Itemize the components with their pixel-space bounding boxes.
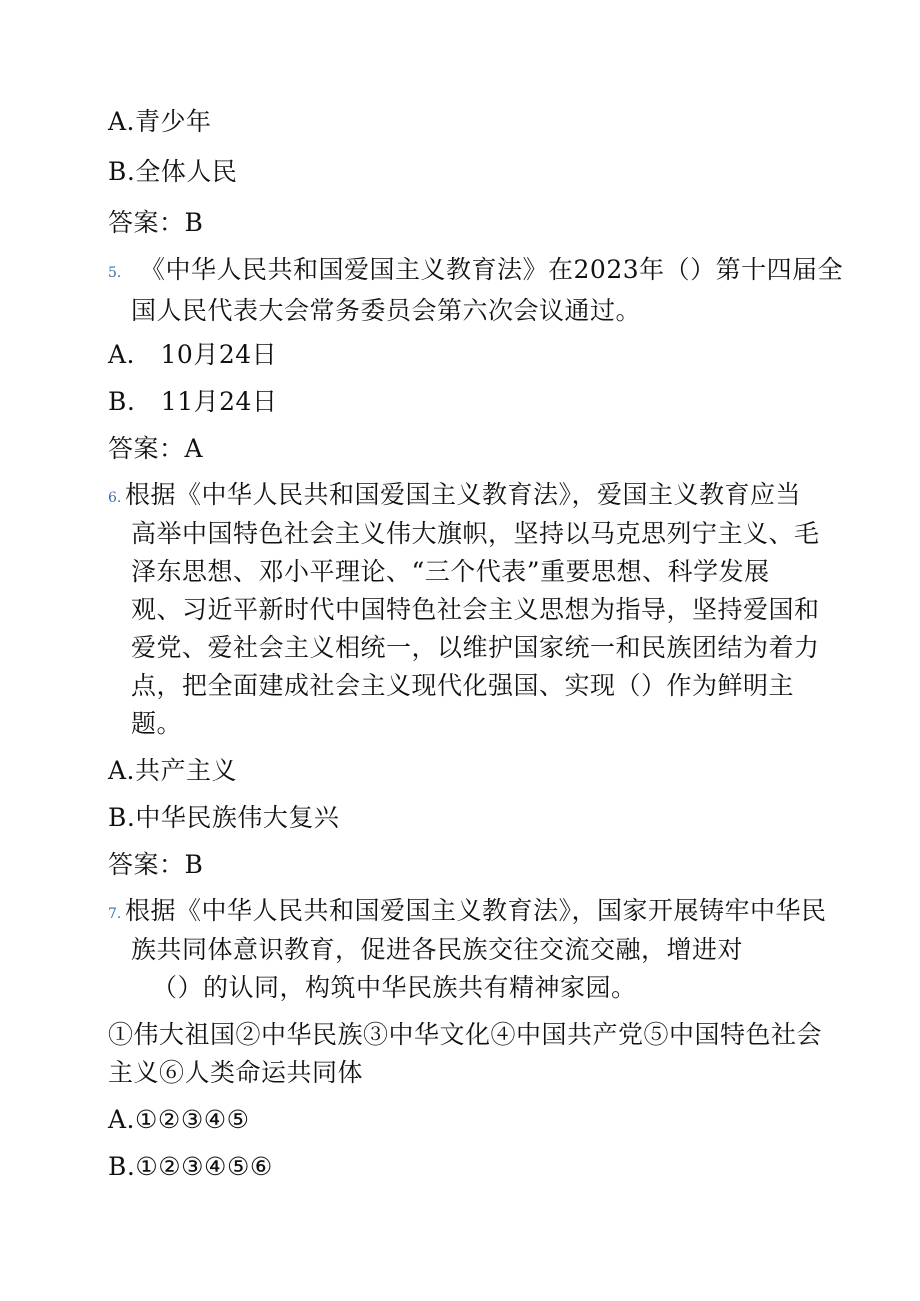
q7-number: 7. xyxy=(108,906,122,922)
q5-option-b: B. 11月24日 xyxy=(108,387,278,416)
q7-text-line1: 根据《中华人民共和国爱国主义教育法》，国家开展铸牢中华民 xyxy=(125,896,827,925)
q6-number: 6. xyxy=(108,490,122,506)
q4-answer: 答案：B xyxy=(108,208,204,237)
q7-text-line2: 族共同体意识教育，促进各民族交往交流交融，增进对 xyxy=(131,935,744,964)
q6-text-line6: 点，把全面建成社会主义现代化强国、实现（）作为鲜明主 xyxy=(131,671,795,700)
q7-choices-line1: ①伟大祖国②中华民族③中华文化④中国共产党⑤中国特色社会 xyxy=(108,1020,823,1049)
q5-text-line2: 国人民代表大会常务委员会第六次会议通过。 xyxy=(131,296,642,325)
q4-option-b: B.全体人民 xyxy=(108,157,238,186)
q6-text-line3: 泽东思想、邓小平理论、“三个代表”重要思想、科学发展 xyxy=(131,557,770,586)
q5-answer: 答案：A xyxy=(108,434,204,463)
q6-text-line7: 题。 xyxy=(131,709,183,738)
q6-text-line1: 根据《中华人民共和国爱国主义教育法》，爱国主义教育应当 xyxy=(125,480,802,509)
q5-text-line1: 《中华人民共和国爱国主义教育法》在2023年（）第十四届全 xyxy=(140,255,844,284)
q6-text-line4: 观、习近平新时代中国特色社会主义思想为指导，坚持爱国和 xyxy=(131,595,820,624)
q7-choices-line2: 主义⑥人类命运共同体 xyxy=(108,1058,364,1087)
q6-option-b: B.中华民族伟大复兴 xyxy=(108,803,340,832)
q4-option-a: A.青少年 xyxy=(108,107,212,136)
q6-option-a: A.共产主义 xyxy=(108,756,238,785)
q7-option-b: B.①②③④⑤⑥ xyxy=(108,1152,273,1181)
q6-text-line2: 高举中国特色社会主义伟大旗帜，坚持以马克思列宁主义、毛 xyxy=(131,519,820,548)
q5-option-a: A. 10月24日 xyxy=(108,340,278,369)
q5-number: 5． xyxy=(108,265,131,281)
q7-option-a: A.①②③④⑤ xyxy=(108,1105,250,1134)
q6-text-line5: 爱党、爱社会主义相统一，以维护国家统一和民族团结为着力 xyxy=(131,633,820,662)
q6-answer: 答案：B xyxy=(108,850,204,879)
q7-text-line3: （）的认同，构筑中华民族共有精神家园。 xyxy=(152,973,637,1002)
